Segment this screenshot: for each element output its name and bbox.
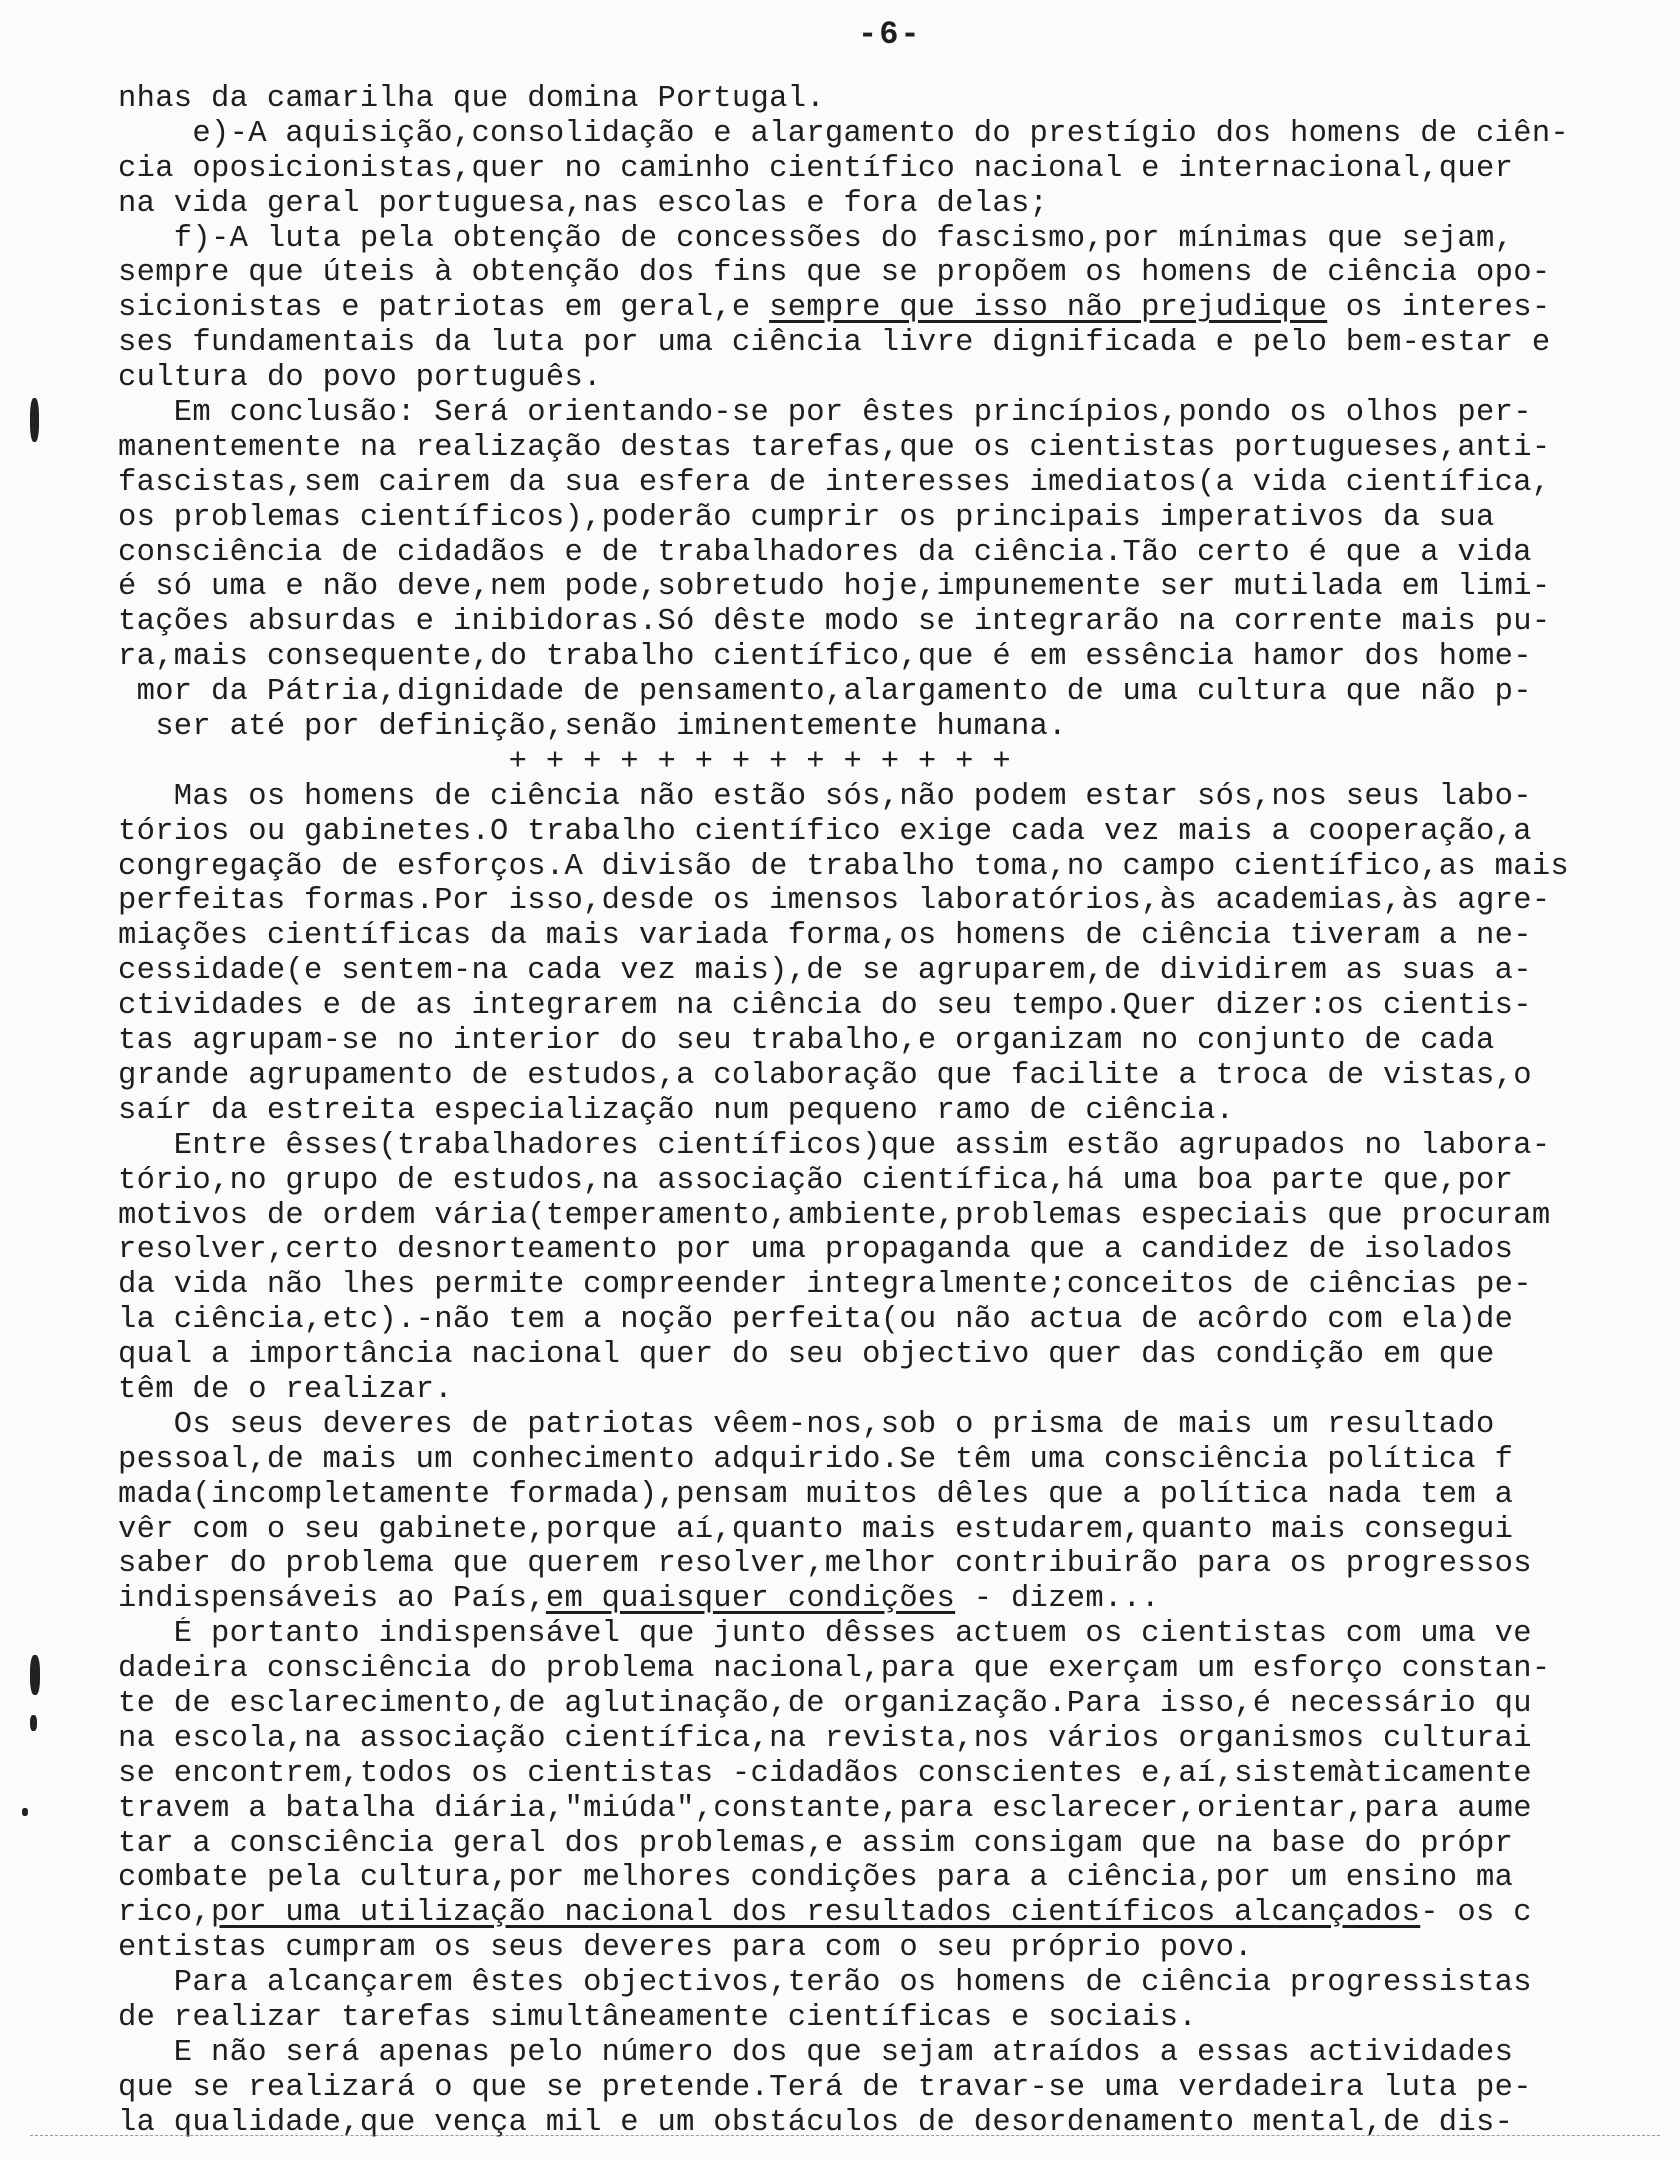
text-line: [118, 256, 1658, 291]
text-line: [118, 1582, 1658, 1617]
text-line: [118, 466, 1658, 501]
line-text: tas agrupam-se no interior do seu trabalho,e organizam no conjunto de cada: [118, 1024, 1495, 1059]
line-text: miações científicas da mais variada forma,os homens de ciência tiveram a ne-: [118, 919, 1532, 954]
text-line: [118, 780, 1658, 815]
text-line: [118, 1443, 1658, 1478]
text-line: [118, 187, 1658, 222]
margin-ink-mark: [30, 1655, 40, 1695]
text-line: [118, 1966, 1658, 2001]
line-text: E não será apenas pelo número dos que sejam atraídos a essas actividades: [118, 2035, 1514, 2070]
text-line: [118, 82, 1658, 117]
text-line: [118, 1513, 1658, 1548]
line-text: na escola,na associação científica,na revista,nos vários organismos culturai: [118, 1721, 1532, 1756]
text-line: [118, 501, 1658, 536]
line-text: tar a consciência geral dos problemas,e assim consigam que na base do própr: [118, 1826, 1514, 1861]
underlined-phrase: em quaisquer condições: [545, 1582, 956, 1617]
line-text: Os seus deveres de patriotas vêem-nos,sob o prisma de mais um resultado: [118, 1407, 1495, 1442]
page-bottom-edge: [30, 2135, 1660, 2136]
line-text: tações absurdas e inibidoras.Só dêste modo se integrarão na corrente mais pu-: [118, 605, 1551, 640]
text-line: [118, 919, 1658, 954]
text-line: [118, 2071, 1658, 2106]
line-text: sicionistas e patriotas em geral,e: [118, 291, 770, 326]
text-line: [118, 291, 1658, 326]
underlined-phrase: por uma utilização nacional dos resultados científicos alcançados: [211, 1896, 1421, 1931]
line-text: vêr com o seu gabinete,porque aí,quanto mais estudarem,quanto mais consegui: [118, 1512, 1514, 1547]
text-line: [118, 745, 1658, 780]
line-text: e)-A aquisição,consolidação e alargamento do prestígio dos homens de ciên-: [118, 116, 1570, 151]
line-text: f)-A luta pela obtenção de concessões do fascismo,por mínimas que sejam,: [118, 221, 1514, 256]
line-text: te de esclarecimento,de aglutinação,de organização.Para isso,é necessário qu: [118, 1686, 1532, 1721]
text-line: [118, 222, 1658, 257]
line-text: resolver,certo desnorteamento por uma propaganda que a candidez de isolados: [118, 1233, 1514, 1268]
line-text: - os c: [1420, 1896, 1532, 1931]
text-line: [118, 152, 1658, 187]
line-text: entistas cumpram os seus deveres para com o seu próprio povo.: [118, 1931, 1253, 1966]
line-text: la ciência,etc).-não tem a noção perfeita(ou não actua de acôrdo com ela)de: [118, 1303, 1514, 1338]
line-text: travem a batalha diária,"miúda",constante,para esclarecer,orientar,para aume: [118, 1791, 1532, 1826]
text-line: [118, 605, 1658, 640]
text-line: [118, 326, 1658, 361]
text-line: [118, 1338, 1658, 1373]
line-text: sempre que úteis à obtenção dos fins que se propõem os homens de ciência opo-: [118, 256, 1551, 291]
margin-ink-mark: [30, 1715, 37, 1731]
line-text: consciência de cidadãos e de trabalhadores da ciência.Tão certo é que a vida: [118, 535, 1532, 570]
page-number: -6-: [858, 16, 922, 53]
text-line: [118, 1408, 1658, 1443]
line-text: la qualidade,que vença mil e um obstáculos de desordenamento mental,de dis-: [118, 2105, 1514, 2140]
line-text: Entre êsses(trabalhadores científicos)que assim estão agrupados no labora-: [118, 1128, 1551, 1163]
text-line: [118, 396, 1658, 431]
line-text: os interes-: [1327, 291, 1551, 326]
line-text: nhas da camarilha que domina Portugal.: [118, 82, 825, 116]
line-text: pessoal,de mais um conhecimento adquirido.Se têm uma consciência política f: [118, 1442, 1514, 1477]
line-text: ser até por definição,senão iminentemente humana.: [118, 710, 1067, 745]
line-text: tório,no grupo de estudos,na associação científica,há uma boa parte que,por: [118, 1163, 1514, 1198]
text-line: [118, 1617, 1658, 1652]
line-text: têm de o realizar.: [118, 1372, 453, 1407]
line-text: indispensáveis ao País,: [118, 1582, 546, 1617]
line-text: de realizar tarefas simultâneamente científicas e sociais.: [118, 2000, 1197, 2035]
line-text: os problemas científicos),poderão cumprir os principais imperativos da sua: [118, 500, 1495, 535]
text-line: [118, 675, 1658, 710]
margin-ink-mark: [30, 398, 39, 442]
text-line: [118, 1373, 1658, 1408]
line-text: ctividades e de as integrarem na ciência do seu tempo.Quer dizer:os cientis-: [118, 989, 1532, 1024]
line-text: - dizem...: [955, 1582, 1160, 1617]
line-text: É portanto indispensável que junto dêsses actuem os cientistas com uma ve: [118, 1617, 1532, 1652]
text-line: [118, 1199, 1658, 1234]
line-text: dadeira consciência do problema nacional,para que exerçam um esforço constan-: [118, 1652, 1551, 1687]
line-text: saber do problema que querem resolver,melhor contribuirão para os progressos: [118, 1547, 1532, 1582]
line-text: mor da Pátria,dignidade de pensamento,alargamento de uma cultura que não p-: [118, 675, 1532, 710]
line-text: ra,mais consequente,do trabalho científico,que é em essência hamor dos home-: [118, 640, 1532, 675]
line-text: rico,: [118, 1896, 212, 1931]
text-line: [118, 1896, 1658, 1931]
line-text: grande agrupamento de estudos,a colaboração que facilite a troca de vistas,o: [118, 1058, 1532, 1093]
text-line: [118, 1059, 1658, 1094]
line-text: qual a importância nacional quer do seu objectivo quer das condição em que: [118, 1338, 1495, 1373]
line-text: que se realizará o que se pretende.Terá de travar-se uma verdadeira luta pe-: [118, 2070, 1532, 2105]
line-text: cia oposicionistas,quer no caminho científico nacional e internacional,quer: [118, 151, 1514, 186]
line-text: combate pela cultura,por melhores condições para a ciência,por um ensino ma: [118, 1861, 1514, 1896]
line-text: perfeitas formas.Por isso,desde os imensos laboratórios,às academias,às agre-: [118, 884, 1551, 919]
text-line: [118, 1303, 1658, 1338]
text-line: [118, 1792, 1658, 1827]
line-text: Em conclusão: Será orientando-se por êstes princípios,pondo os olhos per-: [118, 396, 1532, 431]
text-line: [118, 1094, 1658, 1129]
line-text: mada(incompletamente formada),pensam muitos dêles que a política nada tem a: [118, 1477, 1514, 1512]
line-text: cultura do povo português.: [118, 361, 602, 396]
text-line: [118, 2001, 1658, 2036]
margin-ink-mark: [22, 1808, 28, 1816]
line-text: congregação de esforços.A divisão de trabalho toma,no campo científico,as mais: [118, 849, 1570, 884]
text-line: [118, 1233, 1658, 1268]
text-line: [118, 536, 1658, 571]
line-text: Para alcançarem êstes objectivos,terão os homens de ciência progressistas: [118, 1966, 1532, 2001]
line-text: da vida não lhes permite compreender integralmente;conceitos de ciências pe-: [118, 1268, 1532, 1303]
line-text: fascistas,sem cairem da sua esfera de interesses imediatos(a vida científica,: [118, 465, 1551, 500]
text-line: [118, 1827, 1658, 1862]
line-text: cessidade(e sentem-na cada vez mais),de se agruparem,de dividirem as suas a-: [118, 954, 1532, 989]
text-line: [118, 361, 1658, 396]
line-text: saír da estreita especialização num pequeno ramo de ciência.: [118, 1093, 1235, 1128]
text-line: [118, 1129, 1658, 1164]
text-line: [118, 884, 1658, 919]
document-body: [118, 82, 1658, 2141]
underlined-phrase: sempre que isso não prejudique: [769, 291, 1328, 326]
line-text: + + + + + + + + + + + + + +: [118, 744, 1011, 779]
line-text: se encontrem,todos os cientistas -cidadãos conscientes e,aí,sistemàticamente: [118, 1756, 1532, 1791]
text-line: [118, 989, 1658, 1024]
text-line: [118, 1478, 1658, 1513]
text-line: [118, 1652, 1658, 1687]
text-line: [118, 1268, 1658, 1303]
text-line: [118, 1931, 1658, 1966]
line-text: Mas os homens de ciência não estão sós,não podem estar sós,nos seus labo-: [118, 779, 1532, 814]
text-line: [118, 815, 1658, 850]
text-line: [118, 1861, 1658, 1896]
text-line: [118, 570, 1658, 605]
text-line: [118, 954, 1658, 989]
text-line: [118, 710, 1658, 745]
text-line: [118, 117, 1658, 152]
text-line: [118, 640, 1658, 675]
text-line: [118, 2036, 1658, 2071]
text-line: [118, 1722, 1658, 1757]
text-line: [118, 1687, 1658, 1722]
line-text: motivos de ordem vária(temperamento,ambiente,problemas especiais que procuram: [118, 1198, 1551, 1233]
text-line: [118, 431, 1658, 466]
text-line: [118, 1547, 1658, 1582]
text-line: [118, 1024, 1658, 1059]
text-line: [118, 1164, 1658, 1199]
text-line: [118, 850, 1658, 885]
line-text: é só uma e não deve,nem pode,sobretudo hoje,impunemente ser mutilada em limi-: [118, 570, 1551, 605]
line-text: tórios ou gabinetes.O trabalho científico exige cada vez mais a cooperação,a: [118, 814, 1532, 849]
line-text: ses fundamentais da luta por uma ciência livre dignificada e pelo bem-estar e: [118, 326, 1551, 361]
line-text: na vida geral portuguesa,nas escolas e fora delas;: [118, 186, 1049, 221]
line-text: manentemente na realização destas tarefas,que os cientistas portugueses,anti-: [118, 430, 1551, 465]
text-line: [118, 1757, 1658, 1792]
